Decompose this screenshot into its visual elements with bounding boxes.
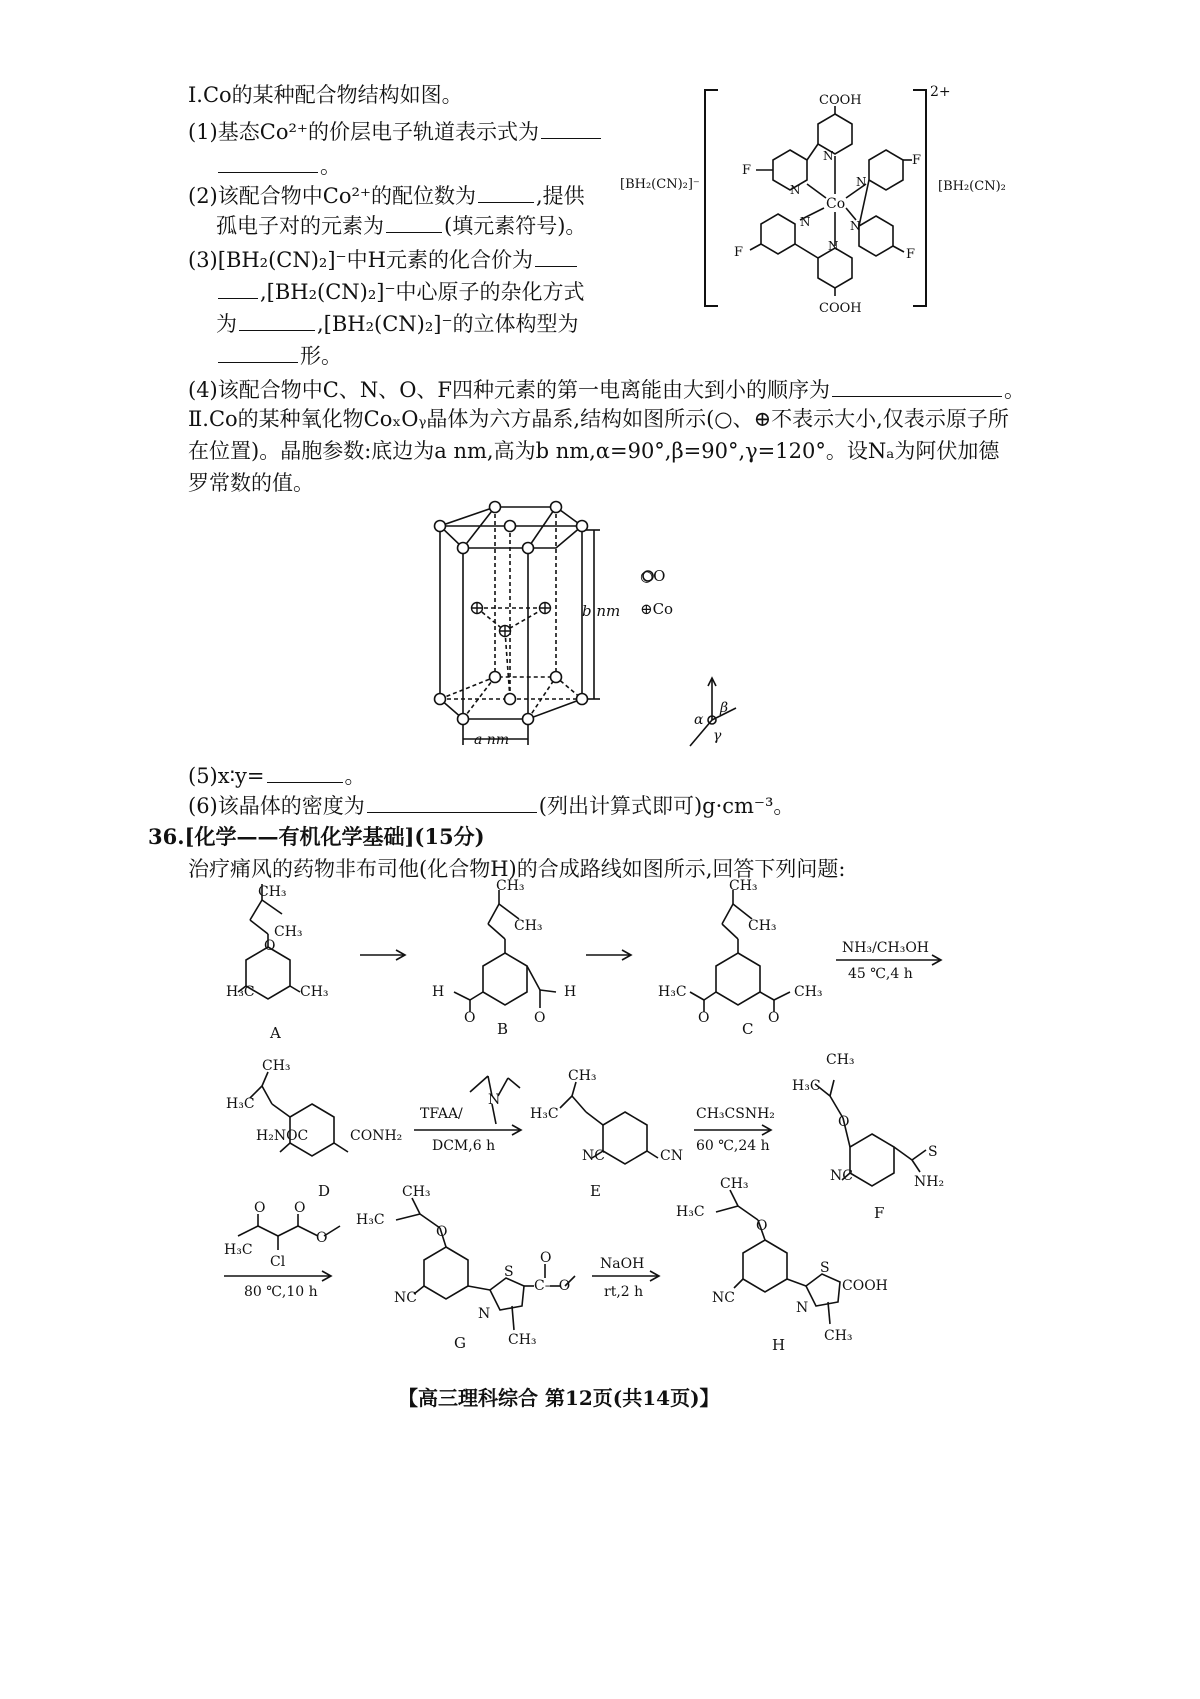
reagent-d-e-bottom: DCM,6 h xyxy=(432,1138,496,1154)
n-label: N xyxy=(800,215,811,229)
o-label: O xyxy=(540,1250,552,1266)
cobalt-atoms xyxy=(472,603,551,637)
ester-label: C—O xyxy=(534,1278,571,1294)
n-label: N xyxy=(790,183,801,197)
o-label: O xyxy=(436,1224,448,1240)
reagent-g-h-top: NaOH xyxy=(600,1256,645,1272)
o-label: O xyxy=(838,1114,850,1130)
gamma-label: γ xyxy=(713,728,722,744)
ch3-label: CH₃ xyxy=(824,1328,853,1344)
legend-cobalt: ⊕Co xyxy=(640,600,674,618)
page-footer: 【高三理科综合 第12页(共14页)】 xyxy=(398,1386,720,1410)
question-2-text: (2)该配合物中Co²⁺的配位数为 xyxy=(188,184,476,208)
question-3-text-c: 为 xyxy=(216,312,237,336)
nc-label: NC xyxy=(582,1148,605,1164)
period: 。 xyxy=(320,154,341,178)
ch3-label: CH₃ xyxy=(402,1184,431,1200)
ch3-label: CH₃ xyxy=(496,878,525,894)
ch3-label: CH₃ xyxy=(514,918,543,934)
part2-line3: 罗常数的值。 xyxy=(188,471,314,495)
reagent-d-e-top: TFAA/ xyxy=(420,1106,463,1122)
question-2-text-c: 孤电子对的元素为 xyxy=(216,214,384,238)
reagent-c-d-bottom: 45 ℃,4 h xyxy=(848,966,913,982)
h3c-label: H₃C xyxy=(226,984,255,1000)
f-label: F xyxy=(912,153,922,168)
question-3-text-b: ,[BH₂(CN)₂]⁻中心原子的杂化方式 xyxy=(260,280,585,304)
compound-label-c: C xyxy=(742,1020,754,1038)
co-complex-figure xyxy=(705,90,926,306)
compound-label-h: H xyxy=(772,1336,786,1354)
ch3-label: CH₃ xyxy=(300,984,329,1000)
ch3-label: CH₃ xyxy=(262,1058,291,1074)
f-label: F xyxy=(742,163,752,178)
reagent-e-f-bottom: 60 ℃,24 h xyxy=(696,1138,770,1154)
n-label: N xyxy=(796,1300,809,1316)
n-label: N xyxy=(856,175,867,189)
q36-intro: 治疗痛风的药物非布司他(化合物H)的合成路线如图所示,回答下列问题: xyxy=(188,857,846,881)
h-label: H xyxy=(564,984,577,1000)
compound-label-f: F xyxy=(874,1204,885,1222)
conh2-label: CONH₂ xyxy=(350,1128,403,1144)
h2noc-label: H₂NOC xyxy=(256,1128,309,1144)
question-5-text: (5)x∶y= xyxy=(188,764,265,788)
question-4-text: (4)该配合物中C、N、O、F四种元素的第一电离能由大到小的顺序为 xyxy=(188,378,830,402)
compound-label-b: B xyxy=(497,1020,509,1038)
question-6-text-b: (列出计算式即可)g·cm⁻³。 xyxy=(538,794,795,818)
cooh-label: COOH xyxy=(842,1278,888,1294)
s-label: S xyxy=(928,1144,938,1160)
legend-oxygen: ○O xyxy=(640,567,666,585)
n-label: N xyxy=(823,149,834,163)
n-label: N xyxy=(850,219,861,233)
question-3-text: (3)[BH₂(CN)₂]⁻中H元素的化合价为 xyxy=(188,248,533,272)
part2-line2: 在位置)。晶胞参数:底边为a nm,高为b nm,α=90°,β=90°,γ=120°。设Nₐ为阿伏加德 xyxy=(188,439,1000,463)
f-label: F xyxy=(734,245,744,260)
reagent-g-h-bottom: rt,2 h xyxy=(604,1284,644,1300)
ch3-label: CH₃ xyxy=(794,984,823,1000)
f-label: F xyxy=(906,247,916,262)
nc-label: NC xyxy=(712,1290,735,1306)
base-label: a nm xyxy=(474,732,510,748)
ch3-label: CH₃ xyxy=(748,918,777,934)
ch3-label: CH₃ xyxy=(826,1052,855,1068)
ch3-label: CH₃ xyxy=(568,1068,597,1084)
o-label: O xyxy=(294,1200,306,1216)
question-3-text-e: 形。 xyxy=(300,344,342,368)
o-label: O xyxy=(264,938,276,954)
question-2-text-d: (填元素符号)。 xyxy=(444,214,587,238)
counterion-right: [BH₂(CN)₂ xyxy=(938,179,1006,194)
complex-charge: 2+ xyxy=(930,84,951,100)
cooh-bottom: COOH xyxy=(819,301,862,316)
reagent-e-f-top: CH₃CSNH₂ xyxy=(696,1106,775,1122)
q36-title: 36.[化学——有机化学基础](15分) xyxy=(148,824,485,849)
ch3-label: CH₃ xyxy=(508,1332,537,1348)
cn-label: CN xyxy=(660,1148,683,1164)
question-6-text: (6)该晶体的密度为 xyxy=(188,794,365,818)
o-label: O xyxy=(756,1218,768,1234)
o-label: O xyxy=(534,1010,546,1026)
cooh-top: COOH xyxy=(819,93,862,108)
n-label: N xyxy=(478,1306,491,1322)
question-1-text: (1)基态Co²⁺的价层电子轨道表示式为 xyxy=(188,120,539,144)
o-label: O xyxy=(316,1230,328,1246)
n-label: N xyxy=(828,239,839,253)
reagent-c-d-top: NH₃/CH₃OH xyxy=(842,940,930,956)
h3c-label: H₃C xyxy=(530,1106,559,1122)
ch3-label: CH₃ xyxy=(729,878,758,894)
nh2-label: NH₂ xyxy=(914,1174,945,1190)
part2-line1: Ⅱ.Co的某种氧化物CoₓOᵧ晶体为六方晶系,结构如图所示(○、⊕不表示大小,仅表示原子所 xyxy=(188,407,1009,431)
nc-label: NC xyxy=(830,1168,853,1184)
o-label: O xyxy=(768,1010,780,1026)
question-3-text-d: ,[BH₂(CN)₂]⁻的立体构型为 xyxy=(317,312,579,336)
cl-label: Cl xyxy=(270,1254,286,1270)
s-label: S xyxy=(504,1264,514,1280)
beta-label: β xyxy=(720,700,729,716)
nc-label: NC xyxy=(394,1290,417,1306)
h3c-label: H₃C xyxy=(658,984,687,1000)
h3c-label: H₃C xyxy=(226,1096,255,1112)
ch3-label: CH₃ xyxy=(274,924,303,940)
o-label: O xyxy=(254,1200,266,1216)
o-label: O xyxy=(698,1010,710,1026)
n-label: N xyxy=(488,1092,501,1108)
h3c-label: H₃C xyxy=(356,1212,385,1228)
h3c-label: H₃C xyxy=(676,1204,705,1220)
question-2-text-b: ,提供 xyxy=(535,184,585,208)
compound-label-a: A xyxy=(270,1024,281,1042)
reagent-f-g-bottom: 80 ℃,10 h xyxy=(244,1284,318,1300)
height-label: b nm xyxy=(582,602,621,620)
period: 。 xyxy=(344,764,366,788)
h3c-label: H₃C xyxy=(224,1242,253,1258)
compound-label-d: D xyxy=(318,1182,331,1200)
compound-label-e: E xyxy=(590,1182,601,1200)
s-label: S xyxy=(820,1260,830,1276)
co-center: Co xyxy=(826,196,846,212)
h-label: H xyxy=(432,984,445,1000)
synthesis-scheme xyxy=(224,884,941,1330)
ch3-label: CH₃ xyxy=(258,884,287,900)
period: 。 xyxy=(1003,378,1025,402)
compound-label-g: G xyxy=(454,1334,466,1352)
part1-title: Ⅰ.Co的某种配合物结构如图。 xyxy=(188,83,463,107)
counterion-left: [BH₂(CN)₂]⁻ xyxy=(620,177,700,192)
ch3-label: CH₃ xyxy=(720,1176,749,1192)
o-label: O xyxy=(464,1010,476,1026)
h3c-label: H₃C xyxy=(792,1078,821,1094)
alpha-label: α xyxy=(694,712,704,728)
